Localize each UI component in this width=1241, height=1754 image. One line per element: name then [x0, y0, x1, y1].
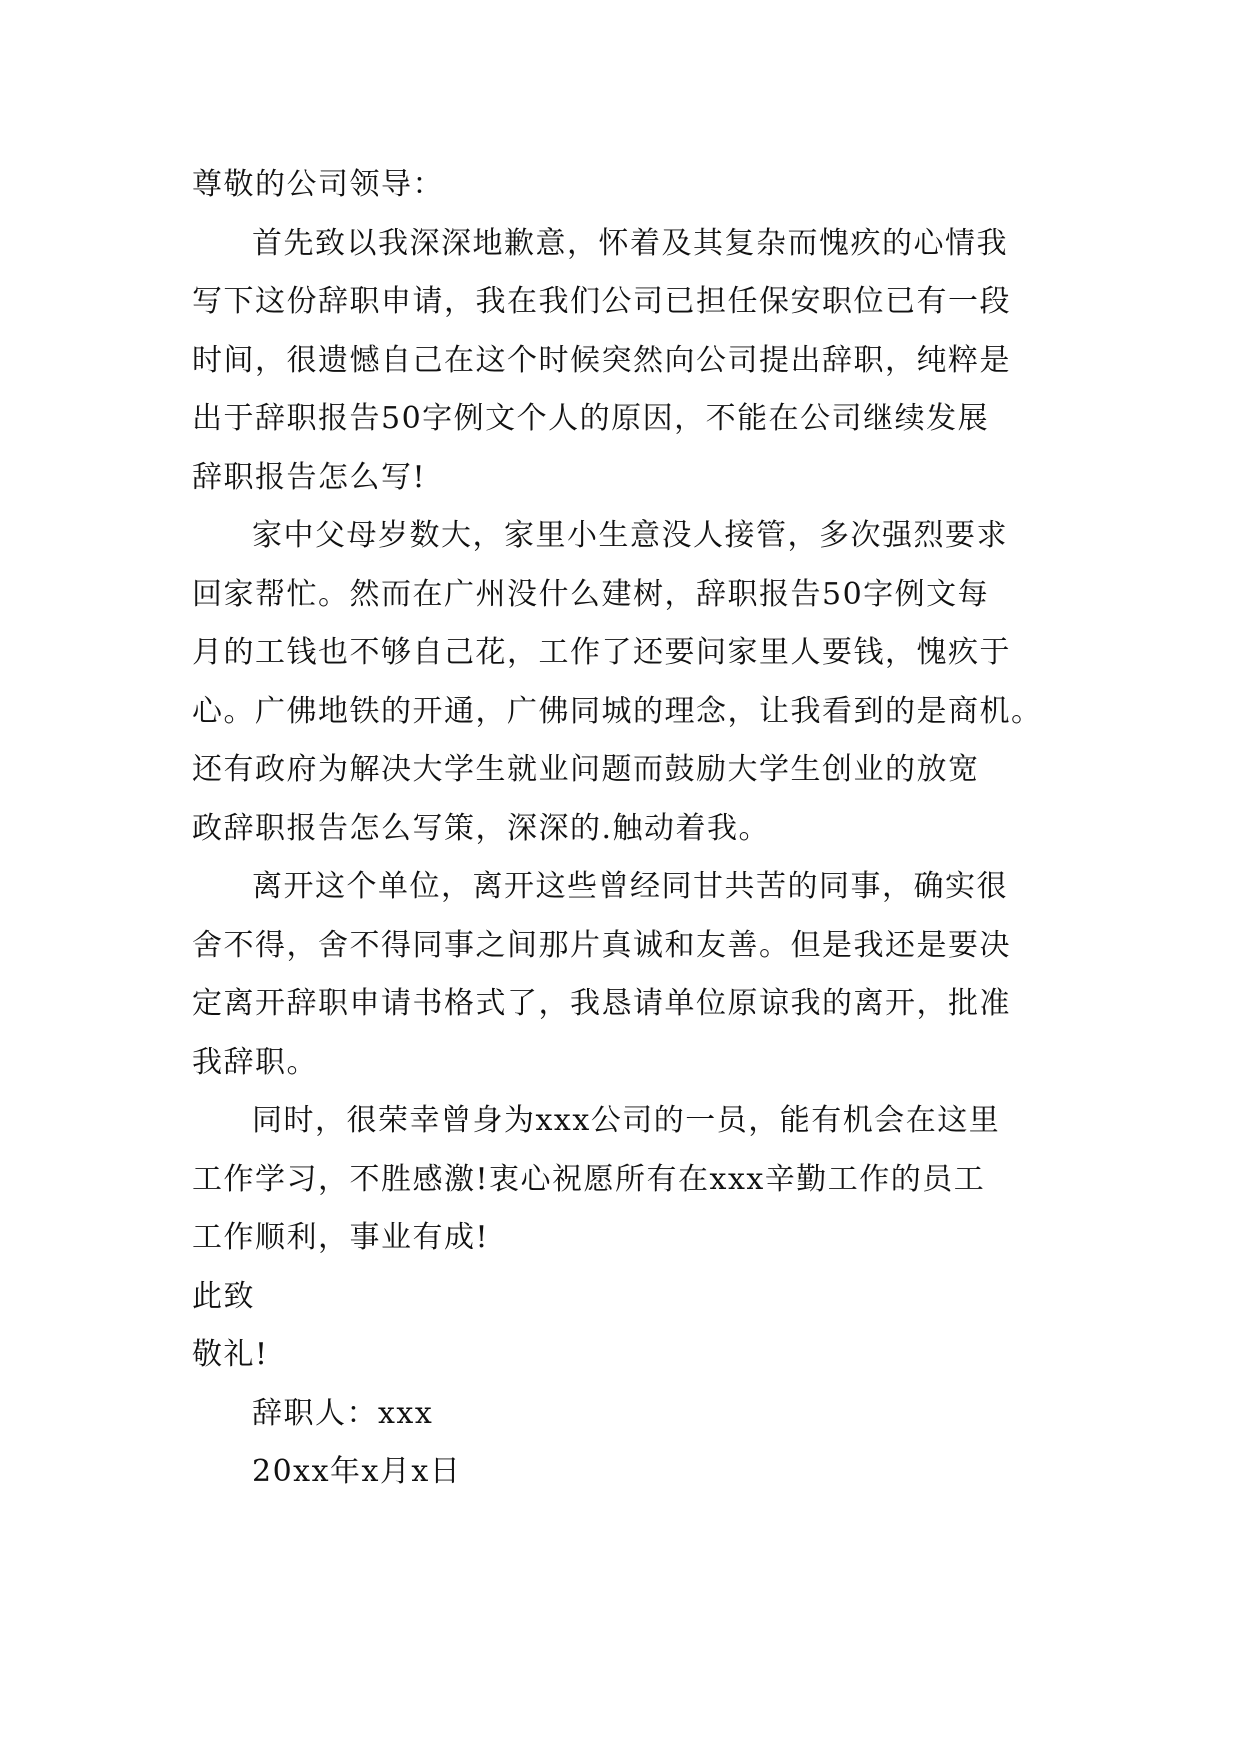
- paragraph-line: 同时，很荣幸曾身为xxx公司的一员，能有机会在这里: [252, 1103, 1001, 1138]
- signature: 辞职人：xxx: [252, 1395, 434, 1431]
- paragraph-line: 我辞职。: [192, 1044, 318, 1080]
- paragraph-2: [192, 507, 1052, 858]
- paragraph-line: 工作学习，不胜感激!衷心祝愿所有在xxx辛勤工作的员工: [192, 1161, 986, 1197]
- paragraph-line: 政辞职报告怎么写策，深深的.触动着我。: [192, 810, 771, 846]
- paragraph-line: 定离开辞职申请书格式了，我恳请单位原谅我的离开，批准: [192, 986, 1011, 1021]
- paragraph-line: 回家帮忙。然而在广州没什么建树，辞职报告50字例文每: [192, 576, 990, 612]
- paragraph-line: 工作顺利，事业有成!: [192, 1220, 490, 1255]
- paragraph-line: 写下这份辞职申请，我在我们公司已担任保安职位已有一段: [192, 284, 1011, 319]
- resignation-letter: [192, 156, 1052, 1502]
- paragraph-line: 辞职报告怎么写!: [192, 459, 427, 495]
- paragraph-line: 家中父母岁数大，家里小生意没人接管，多次强烈要求: [252, 518, 1008, 553]
- closing-salute: 敬礼!: [192, 1337, 269, 1372]
- paragraph-4: [192, 1092, 1052, 1268]
- paragraph-3: [192, 858, 1052, 1092]
- paragraph-line: 月的工钱也不够自己花，工作了还要问家里人要钱，愧疚于: [192, 635, 1011, 670]
- paragraph-1: [192, 215, 1052, 508]
- salutation: 尊敬的公司领导：: [192, 167, 444, 202]
- date: 20xx年x月x日: [252, 1454, 462, 1489]
- paragraph-line: 还有政府为解决大学生就业问题而鼓励大学生创业的放宽: [192, 752, 980, 787]
- paragraph-line: 首先致以我深深地歉意，怀着及其复杂而愧疚的心情我: [252, 225, 1008, 261]
- paragraph-line: 舍不得，舍不得同事之间那片真诚和友善。但是我还是要决: [192, 927, 1011, 963]
- paragraph-line: 出于辞职报告50字例文个人的原因，不能在公司继续发展: [192, 401, 990, 436]
- paragraph-line: 时间，很遗憾自己在这个时候突然向公司提出辞职，纯粹是: [192, 342, 1011, 378]
- paragraph-line: 心。广佛地铁的开通，广佛同城的理念，让我看到的是商机。: [192, 693, 1043, 729]
- paragraph-line: 离开这个单位，离开这些曾经同甘共苦的同事，确实很: [252, 869, 1008, 904]
- closing-regards: 此致: [192, 1278, 255, 1314]
